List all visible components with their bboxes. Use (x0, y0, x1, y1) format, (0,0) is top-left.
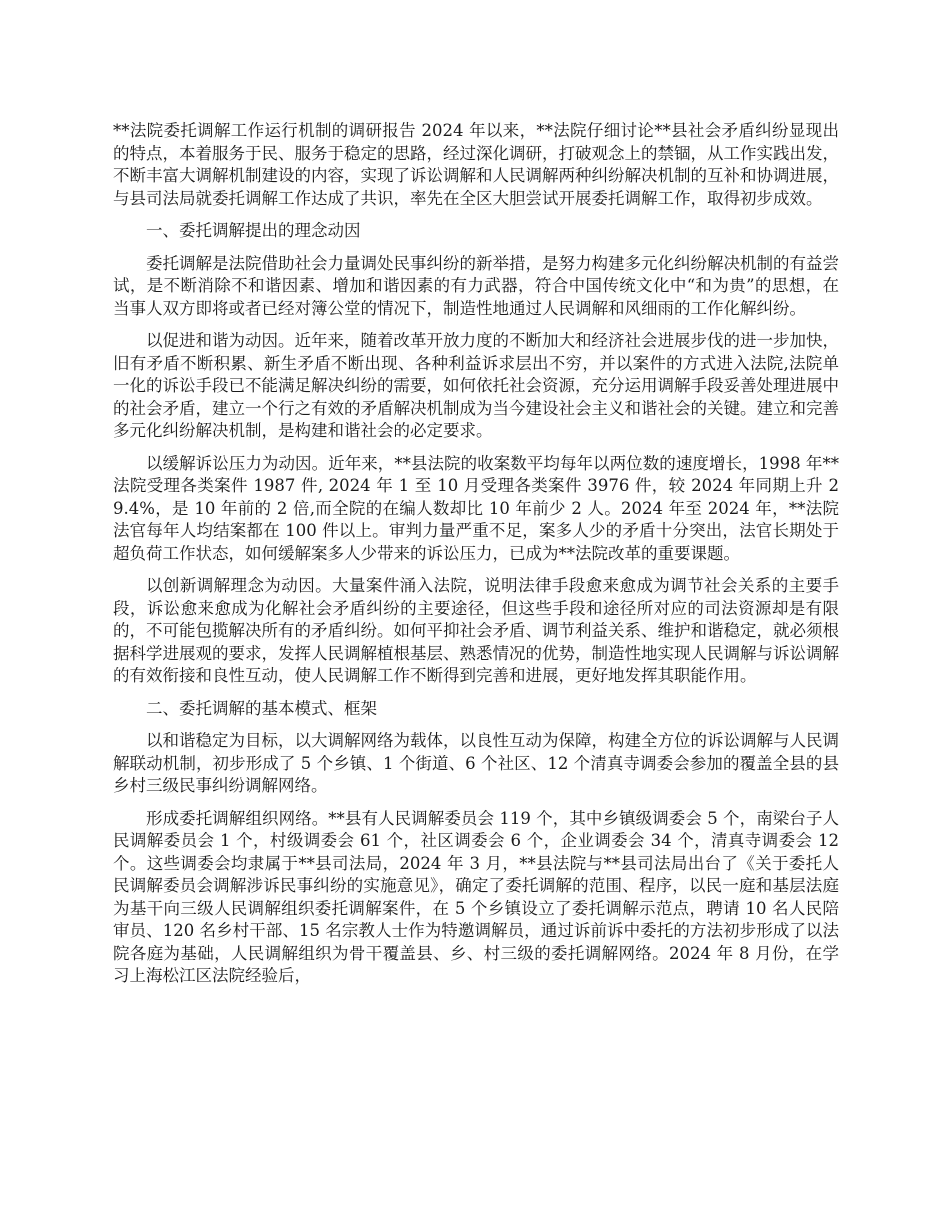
intro-paragraph: **法院委托调解工作运行机制的调研报告 2024 年以来，**法院仔细讨论**县社会矛盾纠纷显现出的特点，本着服务于民、服务于稳定的思路，经过深化调研，打破观念上的禁锢，从工作实践出发，不断丰富大调解机制建设的内容，实现了诉讼调解和人民调解两种纠纷解决机制的互补和协调进展，与县司法局就委托调解工作达成了共识，率先在全区大胆尝试开展委托调解工作，取得初步成效。 (113, 121, 839, 208)
body-paragraph: 形成委托调解组织网络。**县有人民调解委员会 119 个，其中乡镇级调委会 5 个，南梁台子人民调解委员会 1 个，村级调委会 61 个，社区调委会 6 个，企业调委会 34 个，清真寺调委会 12 个。这些调委会均隶属于**县司法局，2024 年 3 月，**县法院与**县司法局出台了《关于委托人民调解委员会调解涉诉民事纠纷的实施意见》，确定了委托调解的范围、程序，以民一庭和基层法庭为基干向三级人民调解组织委托调解案件，在 5 个乡镇设立了委托调解示范点，聘请 10 名人民陪审员、120 名乡村干部、15 名宗教人士作为特邀调解员，通过诉前诉中委托的方法初步形成了以法院各庭为基础，人民调解组织为骨干覆盖县、乡、村三级的委托调解网络。2024 年 8 月份，在学习上海松江区法院经验后， (113, 808, 839, 985)
body-paragraph: 以缓解诉讼压力为动因。近年来，**县法院的收案数平均每年以两位数的速度增长，1998 年**法院受理各类案件 1987 件, 2024 年 1 至 10 月受理各类案件 3976 件，较 2024 年同期上升 29.4%，是 10 年前的 2 倍,而全院的在编人数却比 10 年前少 2 人。2024 年至 2024 年，**法院法官每年人均结案都在 100 件以上。审判力量严重不足，案多人少的矛盾十分突出，法官长期处于超负荷工作状态，如何缓解案多人少带来的诉讼压力，已成为**法院改革的重要课题。 (113, 453, 839, 563)
body-paragraph: 以和谐稳定为目标，以大调解网络为载体，以良性互动为保障，构建全方位的诉讼调解与人民调解联动机制，初步形成了 5 个乡镇、1 个街道、6 个社区、12 个清真寺调委会参加的覆盖全县的县乡村三级民事纠纷调解网络。 (113, 731, 839, 795)
section-heading-1: 一、委托调解提出的理念动因 (146, 221, 361, 240)
body-paragraph: 以促进和谐为动因。近年来，随着改革开放力度的不断加大和经济社会进展步伐的进一步加快，旧有矛盾不断积累、新生矛盾不断出现、各种利益诉求层出不穷，并以案件的方式进入法院,法院单一化的诉讼手段已不能满足解决纠纷的需要，如何依托社会资源，充分运用调解手段妥善处理进展中的社会矛盾，建立一个行之有效的矛盾解决机制成为当今建设社会主义和谐社会的关键。建立和完善多元化纠纷解决机制，是构建和谐社会的必定要求。 (113, 331, 839, 440)
section-heading-2: 二、委托调解的基本模式、框架 (146, 698, 377, 718)
body-paragraph: 委托调解是法院借助社会力量调处民事纠纷的新举措，是努力构建多元化纠纷解决机制的有益尝试，是不断消除不和谐因素、增加和谐因素的有力武器，符合中国传统文化中“和为贵”的思想，在当事人双方即将或者已经对簿公堂的情况下，制造性地通过人民调解和风细雨的工作化解纠纷。 (113, 253, 839, 318)
document-body (113, 120, 839, 998)
body-paragraph: 以创新调解理念为动因。大量案件涌入法院，说明法律手段愈来愈成为调节社会关系的主要手段，诉讼愈来愈成为化解社会矛盾纠纷的主要途径，但这些手段和途径所对应的司法资源却是有限的，不可能包揽解决所有的矛盾纠纷。如何平抑社会矛盾、调节利益关系、维护和谐稳定，就必须根据科学进展观的要求，发挥人民调解植根基层、熟悉情况的优势，制造性地实现人民调解与诉讼调解的有效衔接和良性互动，使人民调解工作不断得到完善和进展，更好地发挥其职能作用。 (113, 576, 839, 685)
